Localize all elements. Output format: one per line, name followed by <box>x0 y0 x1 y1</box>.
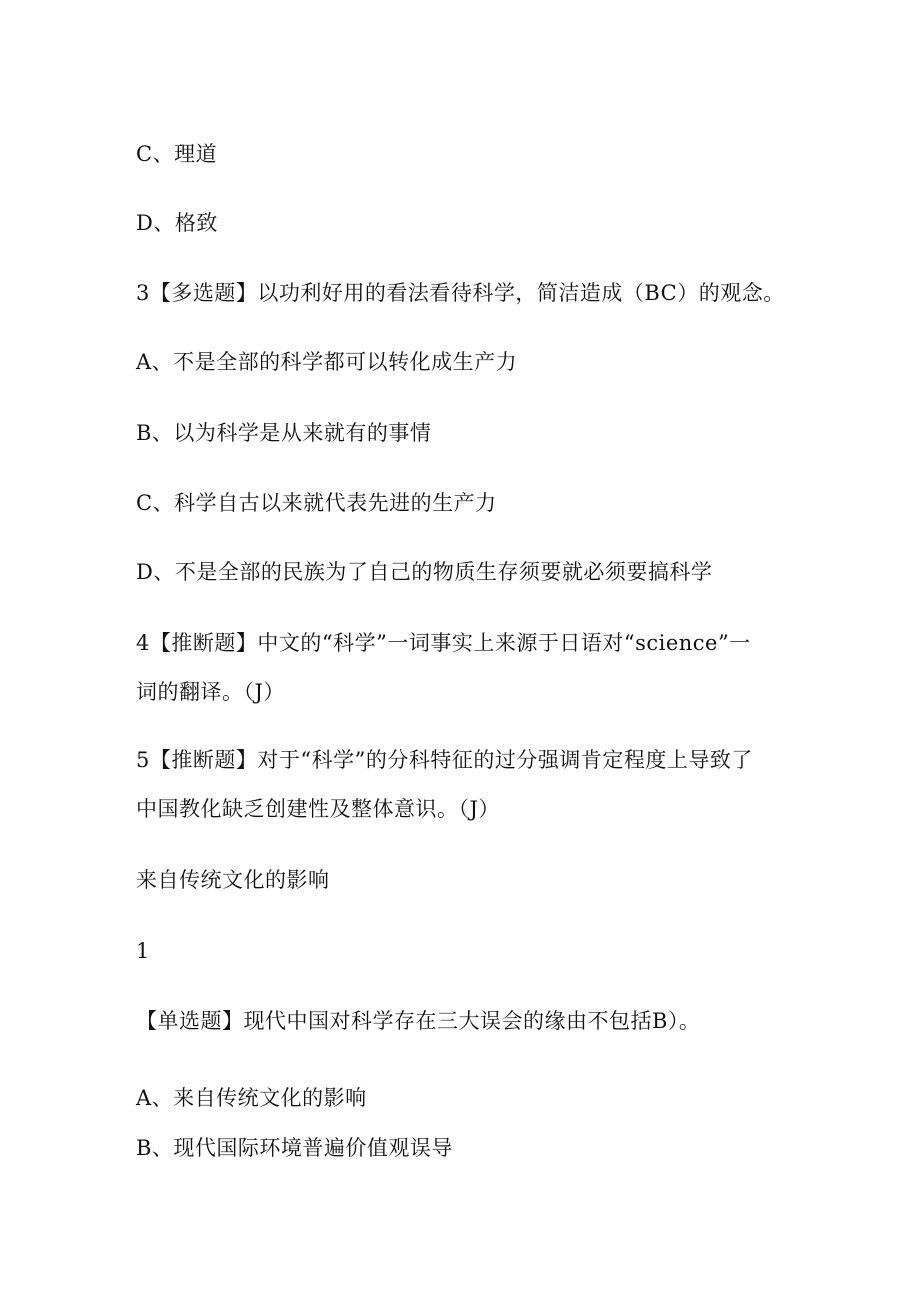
option-d-q3: D、不是全部的民族为了自己的物质生存须要就必须要搞科学 <box>136 560 713 584</box>
question-number: 1 <box>136 939 150 963</box>
single-choice-question: 【单选题】现代中国对科学存在三大误会的缘由不包括B）。 <box>136 1009 701 1033</box>
option-d-q2: D、格致 <box>136 211 218 235</box>
option-a-q3: A、不是全部的科学都可以转化成生产力 <box>136 350 518 374</box>
section-heading: 来自传统文化的影响 <box>136 868 330 892</box>
question-4-line-2: 词的翻译。（J） <box>136 680 285 704</box>
question-4-line-1: 4【推断题】中文的“科学”一词事实上来源于日语对“science”一 <box>136 631 751 655</box>
option-b-q1: B、现代国际环境普遍价值观误导 <box>136 1136 453 1160</box>
option-b-q3: B、以为科学是从来就有的事情 <box>136 421 432 445</box>
option-c-q2: C、理道 <box>136 142 218 166</box>
option-c-q3: C、科学自古以来就代表先进的生产力 <box>136 491 497 515</box>
question-5-line-1: 5【推断题】对于“科学”的分科特征的过分强调肯定程度上导致了 <box>136 748 753 772</box>
question-3: 3【多选题】以功利好用的看法看待科学，简洁造成（BC）的观念。 <box>136 281 785 305</box>
option-a-q1: A、来自传统文化的影响 <box>136 1086 367 1110</box>
question-5-line-2: 中国教化缺乏创建性及整体意识。（J） <box>136 797 500 821</box>
